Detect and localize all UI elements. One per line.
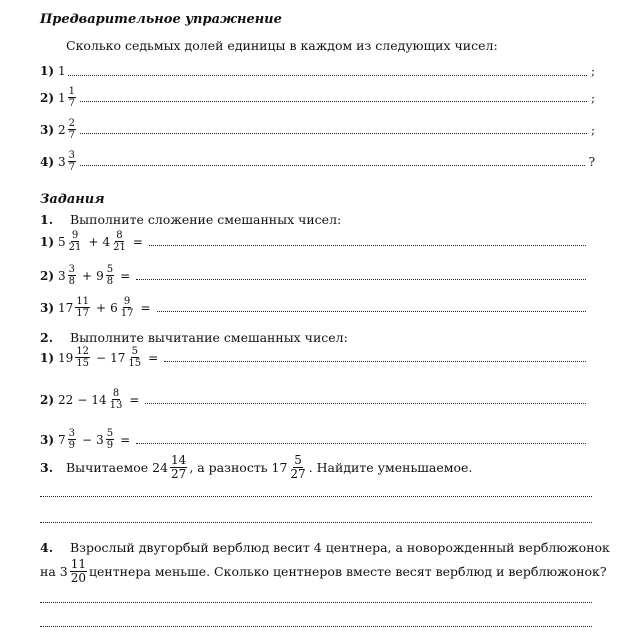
item-label: 3) (40, 122, 55, 137)
numerator: 8 (116, 230, 123, 241)
task2-item-1 (40, 346, 588, 369)
end-punct: ; (590, 122, 595, 137)
task1-item-3 (40, 296, 588, 319)
whole-part: 1 (58, 64, 66, 78)
denominator: 9 (106, 440, 114, 451)
numerator: 9 (123, 296, 131, 307)
operator: − (96, 350, 107, 365)
answer-dots[interactable] (149, 245, 586, 246)
denominator: 7 (68, 162, 76, 173)
fraction (289, 454, 306, 481)
prelim-item-1 (40, 64, 595, 78)
numerator: 2 (68, 118, 76, 129)
whole-part: 5 (58, 234, 66, 249)
numerator: 5 (106, 264, 114, 275)
end-punct: ? (588, 154, 595, 169)
answer-line[interactable] (40, 602, 592, 603)
prelim-item-4 (40, 150, 595, 173)
answer-dots[interactable] (68, 75, 587, 76)
task1-item-2 (40, 264, 588, 287)
numerator: 14 (171, 453, 187, 467)
fraction (68, 150, 76, 173)
fraction (75, 296, 90, 319)
denominator: 7 (68, 98, 76, 109)
item-label: 3) (40, 432, 55, 447)
task-number: 3. (40, 460, 54, 475)
denominator: 8 (106, 276, 114, 287)
whole-part: 2 (58, 122, 66, 137)
task3-statement (40, 454, 624, 481)
item-label: 2) (40, 268, 55, 283)
prelim-question: Сколько седьмых долей единицы в каждом из следующих чисел: (66, 38, 498, 53)
numerator: 9 (71, 230, 79, 241)
task4-text-line1: Взрослый двугорбый верблюд весит 4 центнера, а новорожденный верблюжонок (69, 540, 610, 555)
end-punct: ; (590, 90, 595, 105)
task2-item-2 (40, 388, 588, 411)
operator: − (77, 392, 88, 407)
whole-part: 19 (58, 350, 74, 365)
answer-dots[interactable] (80, 165, 585, 166)
answer-dots[interactable] (80, 133, 587, 134)
answer-dots[interactable] (157, 311, 586, 312)
fraction (109, 388, 124, 411)
numerator: 5 (131, 346, 138, 357)
answer-line[interactable] (40, 522, 592, 523)
numerator: 5 (106, 428, 114, 439)
equals-sign: = (132, 234, 143, 249)
whole-part: 3 (58, 268, 66, 283)
numerator: 5 (294, 453, 302, 467)
denominator: 7 (68, 130, 76, 141)
equals-sign: = (148, 350, 159, 365)
fraction (106, 264, 114, 287)
fraction (70, 558, 87, 585)
numerator: 8 (112, 388, 120, 399)
tasks-heading: Задания (40, 192, 105, 207)
numerator: 3 (68, 428, 76, 439)
whole-part: 9 (96, 268, 104, 283)
answer-dots[interactable] (164, 361, 586, 362)
denominator: 17 (120, 308, 134, 319)
task2-title (40, 330, 624, 345)
task-number: 1. (40, 212, 54, 227)
task4-text-line2a: на 3 (40, 564, 68, 579)
task4-text-line2b: центнера меньше. Сколько центнеров вместе весят верблюд и верблюжонок? (89, 564, 607, 579)
numerator: 12 (76, 346, 90, 357)
whole-part: 3 (96, 432, 104, 447)
whole-part: 17 (110, 350, 126, 365)
answer-line[interactable] (40, 626, 592, 627)
task-text: Выполните вычитание смешанных чисел: (69, 330, 348, 345)
denominator: 21 (113, 242, 126, 253)
item-label: 1) (40, 234, 55, 249)
answer-dots[interactable] (136, 443, 586, 444)
whole-part: 14 (91, 392, 107, 407)
whole-part: 1 (58, 90, 66, 105)
task2-item-3 (40, 428, 588, 451)
task3-part1: Вычитаемое 24 (66, 460, 169, 475)
whole-part: 4 (102, 234, 111, 249)
item-label: 1) (40, 64, 55, 78)
fraction (68, 428, 76, 451)
prelim-item-2 (40, 86, 595, 109)
task3-part2: , а разность 17 (189, 460, 288, 475)
denominator: 9 (68, 440, 76, 451)
item-label: 2) (40, 392, 55, 407)
task4-line1 (40, 540, 610, 555)
equals-sign: = (140, 300, 151, 315)
fraction (120, 296, 135, 319)
fraction (106, 428, 114, 451)
fraction (68, 118, 76, 141)
task-text: Выполните сложение смешанных чисел: (69, 212, 342, 227)
equals-sign: = (120, 268, 131, 283)
operator: − (82, 432, 93, 447)
fraction (112, 230, 127, 253)
equals-sign: = (120, 432, 131, 447)
denominator: 13 (109, 400, 123, 411)
denominator: 20 (70, 571, 86, 585)
denominator: 21 (68, 242, 82, 253)
denominator: 17 (76, 308, 90, 319)
task-number: 4. (40, 540, 54, 555)
numerator: 11 (76, 296, 90, 307)
whole-part: 22 (58, 392, 74, 407)
prelim-item-3 (40, 118, 595, 141)
equals-sign: = (129, 392, 140, 407)
numerator: 3 (68, 150, 76, 161)
item-label: 3) (40, 300, 55, 315)
operator: + (88, 234, 99, 249)
prelim-heading: Предварительное упражнение (40, 12, 282, 27)
item-label: 2) (40, 90, 55, 105)
task3-part3: . Найдите уменьшаемое. (308, 460, 473, 475)
fraction (68, 86, 76, 109)
fraction (170, 454, 187, 481)
task-number: 2. (40, 330, 54, 345)
fraction (75, 346, 90, 369)
answer-line[interactable] (40, 496, 592, 497)
end-punct: ; (590, 64, 595, 78)
answer-dots[interactable] (136, 279, 586, 280)
numerator: 3 (68, 264, 76, 275)
operator: + (82, 268, 93, 283)
item-label: 4) (40, 154, 55, 169)
whole-part: 7 (58, 432, 66, 447)
task4-line2 (40, 557, 607, 585)
numerator: 1 (68, 86, 76, 97)
task1-item-1 (40, 230, 588, 253)
numerator: 11 (70, 557, 86, 571)
fraction (127, 346, 142, 369)
whole-part: 6 (110, 300, 118, 315)
whole-part: 3 (58, 154, 66, 169)
denominator: 27 (290, 467, 306, 481)
denominator: 8 (68, 276, 76, 287)
item-label: 1) (40, 350, 55, 365)
answer-dots[interactable] (145, 403, 586, 404)
denominator: 15 (128, 358, 142, 369)
fraction (68, 264, 76, 287)
fraction (68, 230, 83, 253)
denominator: 15 (76, 358, 90, 369)
answer-dots[interactable] (80, 101, 587, 102)
whole-part: 17 (58, 300, 74, 315)
operator: + (96, 300, 107, 315)
denominator: 27 (171, 467, 187, 481)
task1-title (40, 212, 624, 227)
